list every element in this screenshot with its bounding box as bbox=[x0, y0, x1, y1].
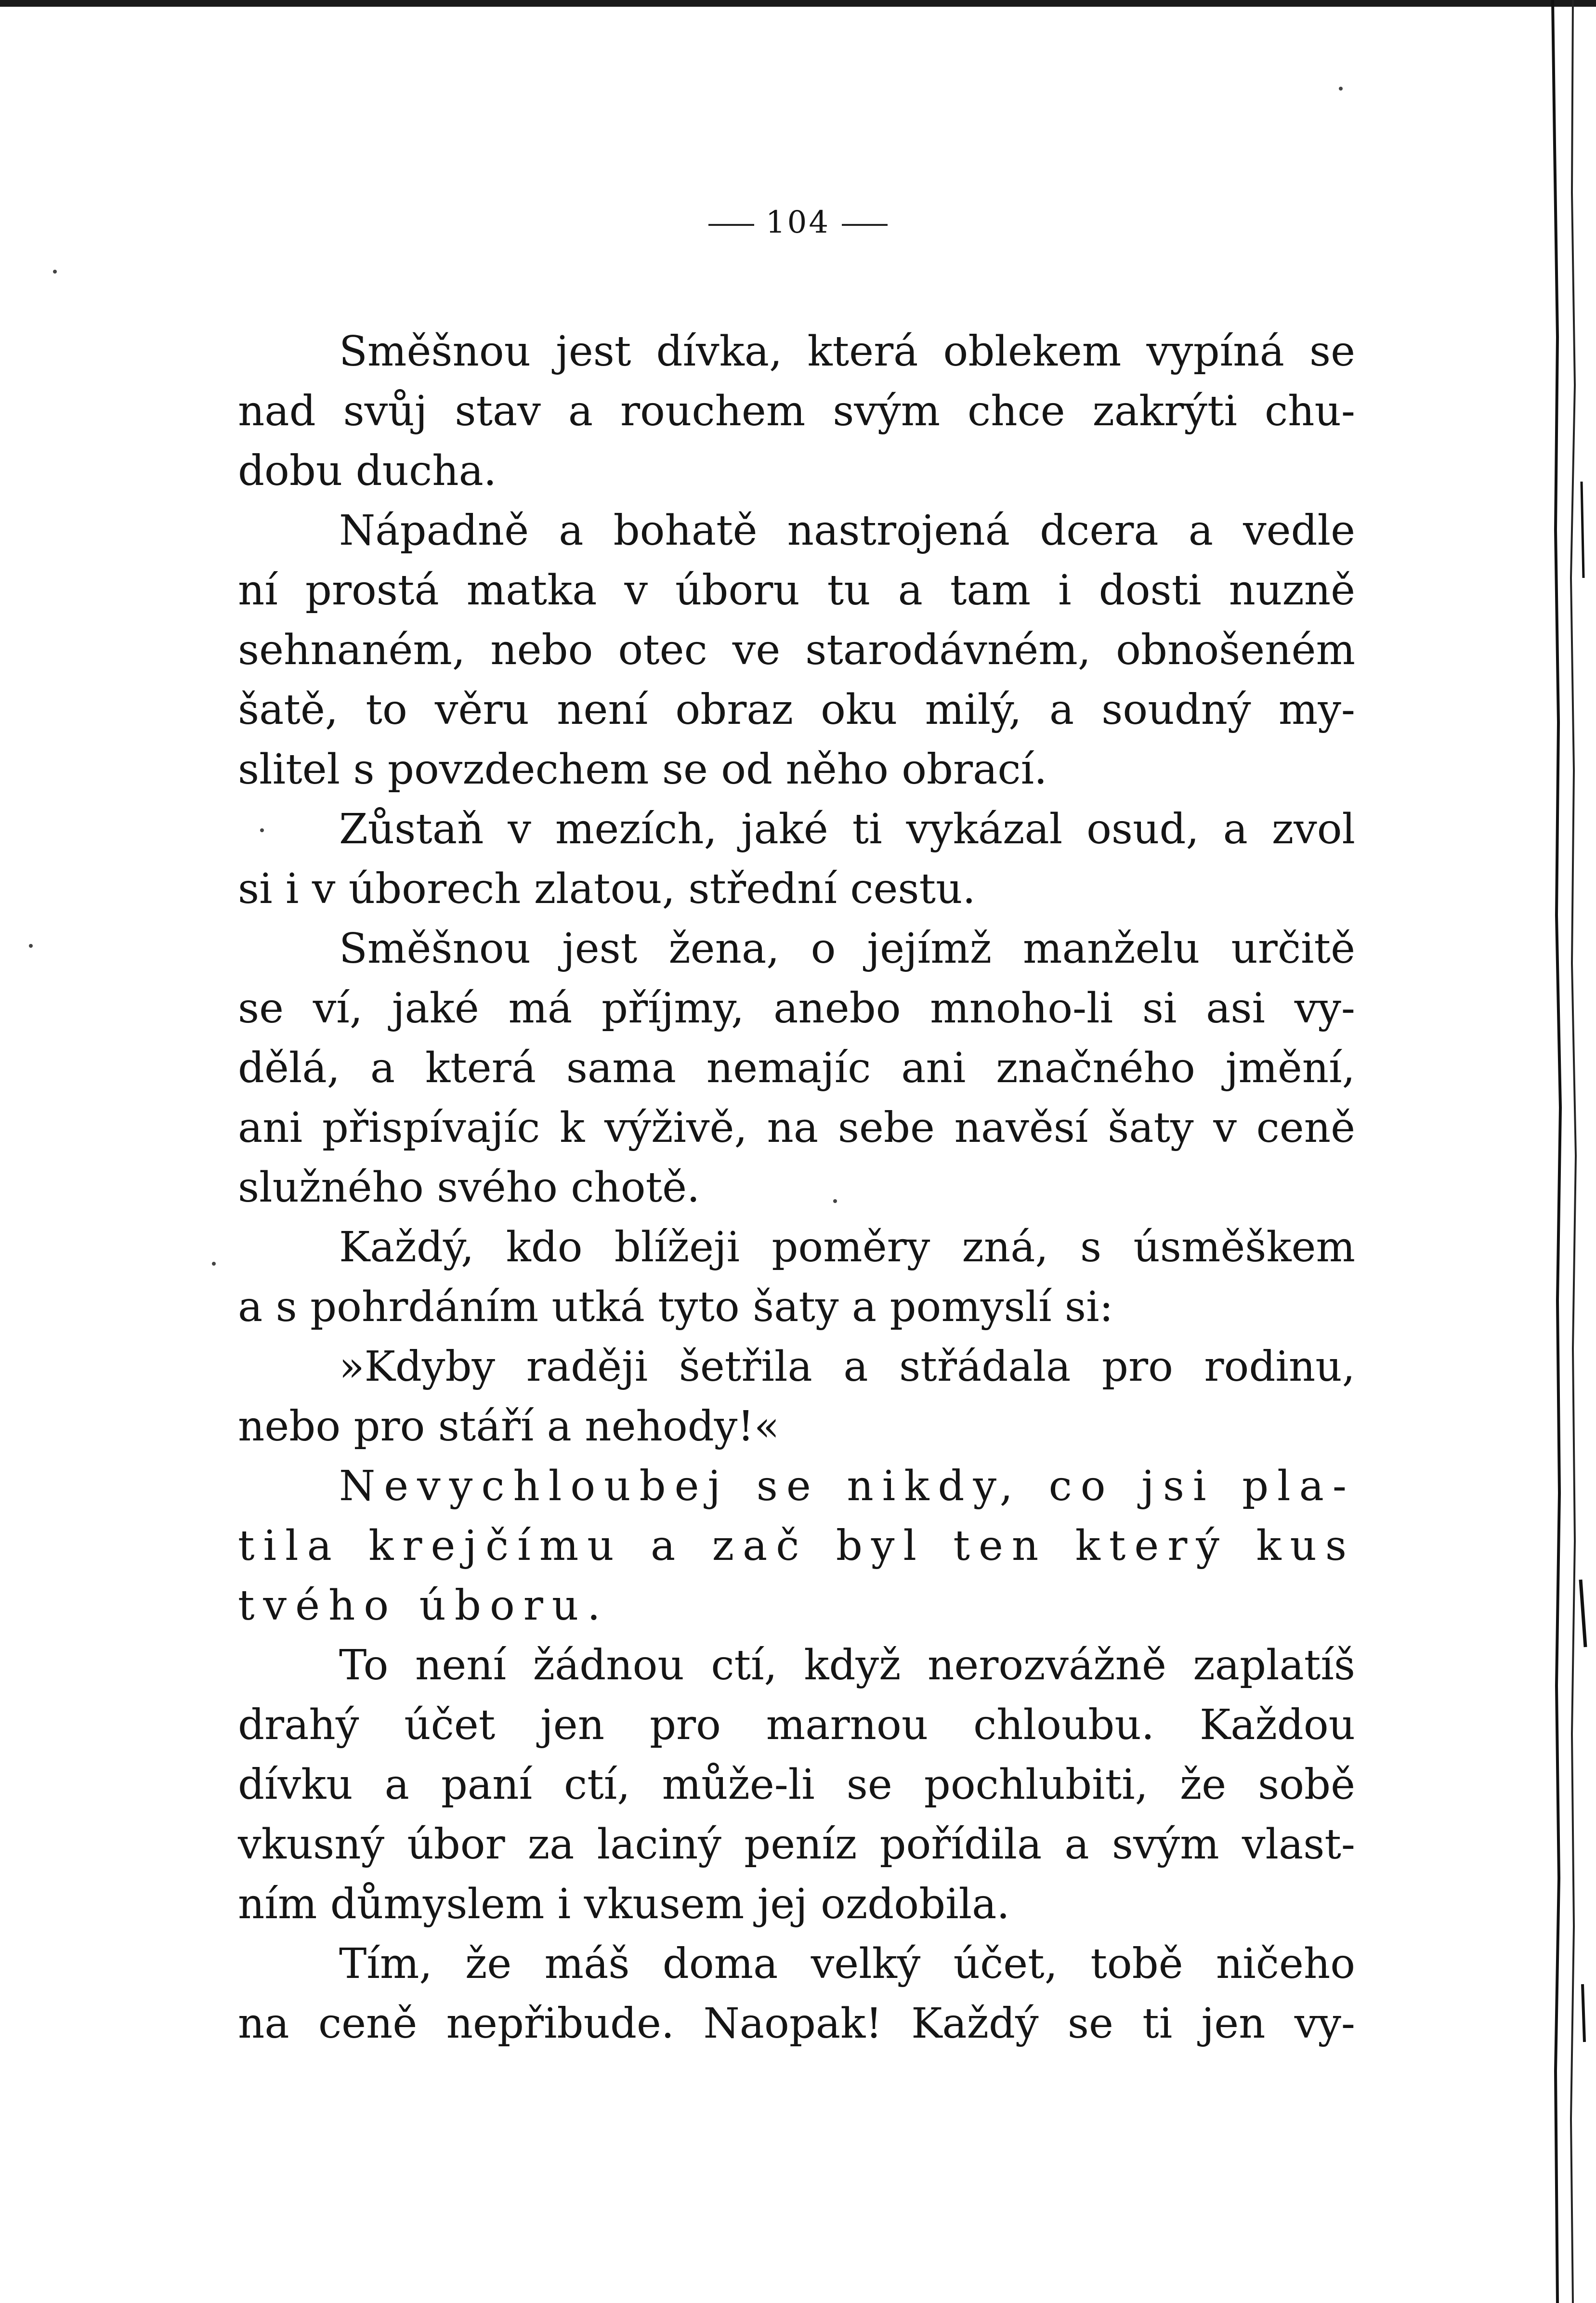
text-line: ani přispívajíc k výživě, na sebe navěsí šaty v ceně bbox=[238, 1104, 1355, 1152]
text-line: a s pohrdáním utká tyto šaty a pomyslí si: bbox=[238, 1283, 1113, 1331]
scan-speck bbox=[53, 270, 57, 274]
text-line: tila krejčímu a zač byl ten který kus bbox=[238, 1522, 1355, 1570]
paragraph bbox=[238, 501, 1355, 799]
paragraph bbox=[238, 1456, 1355, 1636]
page-number bbox=[0, 207, 1596, 238]
paragraph bbox=[238, 1934, 1355, 2054]
scan-border-top bbox=[0, 0, 1596, 7]
text-line: Každý, kdo blížeji poměry zná, s úsměškem bbox=[339, 1223, 1355, 1271]
text-line: Směšnou jest žena, o jejímž manželu určitě bbox=[339, 925, 1355, 973]
scan-page-edge bbox=[1543, 0, 1596, 2303]
text-line: Zůstaň v mezích, jaké ti vykázal osud, a zvol bbox=[339, 805, 1355, 853]
page-number-dash-left bbox=[708, 224, 754, 226]
scan-speck bbox=[1339, 87, 1343, 91]
text-line: Směšnou jest dívka, která oblekem vypíná se bbox=[339, 327, 1355, 376]
text-line: vkusný úbor za laciný peníz pořídila a svým vlast- bbox=[238, 1820, 1355, 1869]
text-line: na ceně nepřibude. Naopak! Každý se ti jen vy- bbox=[238, 2000, 1355, 2048]
text-line: Nevychloubej se nikdy, co jsi pla- bbox=[339, 1462, 1355, 1510]
text-line: šatě, to věru není obraz oku milý, a soudný my- bbox=[238, 686, 1355, 734]
paragraph bbox=[238, 919, 1355, 1217]
text-line: se ví, jaké má příjmy, anebo mnoho-li si asi vy- bbox=[238, 984, 1355, 1033]
text-line: nad svůj stav a rouchem svým chce zakrýti chu- bbox=[238, 387, 1355, 435]
body-text bbox=[238, 322, 1355, 2054]
paragraph bbox=[238, 322, 1355, 501]
page-number-value: 104 bbox=[765, 205, 831, 240]
text-line: služného svého chotě. bbox=[238, 1164, 700, 1212]
text-line: »Kdyby raději šetřila a střádala pro rodinu, bbox=[339, 1343, 1355, 1391]
text-line: Nápadně a bohatě nastrojená dcera a vedle bbox=[339, 507, 1355, 555]
paragraph bbox=[238, 1217, 1355, 1337]
scan-speck bbox=[212, 1262, 216, 1266]
text-line: dívku a paní ctí, může-li se pochlubiti, že sobě bbox=[238, 1761, 1355, 1809]
page-number-dash-right bbox=[842, 224, 888, 226]
text-line: slitel s povzdechem se od něho obrací. bbox=[238, 746, 1047, 794]
text-line: dobu ducha. bbox=[238, 447, 497, 495]
text-line: tvého úboru. bbox=[238, 1582, 609, 1630]
text-line: To není žádnou ctí, když nerozvážně zaplatíš bbox=[339, 1641, 1355, 1689]
text-line: nebo pro stáří a nehody!« bbox=[238, 1402, 780, 1451]
text-line: ním důmyslem i vkusem jej ozdobila. bbox=[238, 1880, 1010, 1928]
text-line: si i v úborech zlatou, střední cestu. bbox=[238, 865, 976, 913]
scan-speck bbox=[29, 944, 33, 948]
paragraph bbox=[238, 1337, 1355, 1456]
text-line: Tím, že máš doma velký účet, tobě ničeho bbox=[339, 1940, 1355, 1988]
text-line: ní prostá matka v úboru tu a tam i dosti nuzně bbox=[238, 566, 1355, 615]
text-line: drahý účet jen pro marnou chloubu. Každou bbox=[238, 1701, 1355, 1749]
text-line: dělá, a která sama nemajíc ani značného jmění, bbox=[238, 1044, 1355, 1092]
paragraph bbox=[238, 1636, 1355, 1934]
paragraph bbox=[238, 799, 1355, 919]
text-line: sehnaném, nebo otec ve starodávném, obnošeném bbox=[238, 626, 1355, 674]
